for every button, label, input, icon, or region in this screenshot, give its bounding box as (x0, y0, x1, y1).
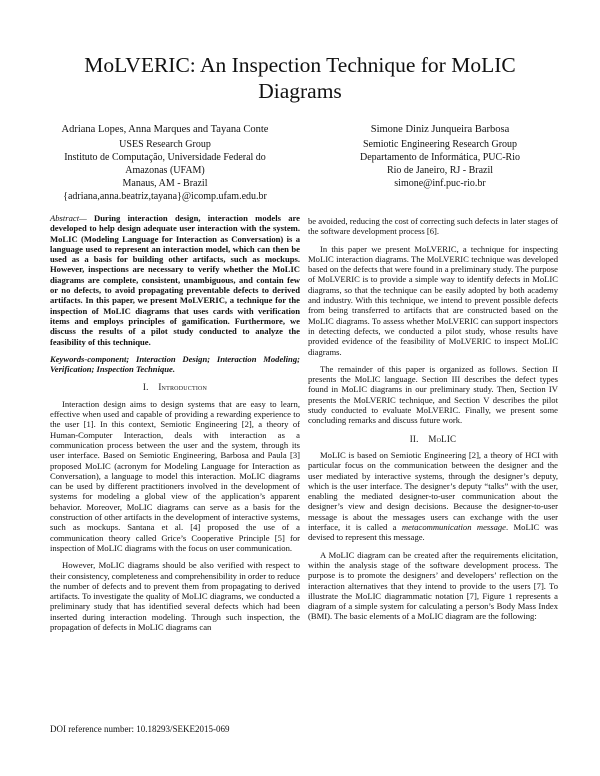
paper-title (0, 52, 600, 104)
molic-paragraph-1 (308, 450, 558, 543)
author-institution-line2: Amazonas (UFAM) (125, 165, 205, 176)
molic-paragraph-1-emphasis: metacommunication message (401, 522, 506, 533)
right-column (308, 216, 558, 622)
title-line-2: Diagrams (258, 79, 342, 103)
title-line-1: MoLVERIC: An Inspection Technique for MoLIC (84, 53, 516, 77)
author-institution-line1: Instituto de Computação, Universidade Federal do (64, 152, 266, 163)
author-city: Rio de Janeiro, RJ - Brazil (386, 165, 494, 176)
section-1-heading (50, 382, 300, 392)
left-column (50, 213, 300, 632)
intro-paragraph-4: The remainder of this paper is organized as follows. Section II presents the MoLIC language. Section III describes the defect types found in MoLIC diagrams in our preliminary study. Then, Section IV presents the MoLVERIC technique, and Section V describes the pilot study conducted to evaluate MoLVERIC. Finally, we present some concluding remarks and discuss future work. (308, 363, 558, 426)
author-institution: Departamento de Informática, PUC-Rio (360, 152, 520, 163)
abstract-text: During interaction design, interaction models are developed to help design adequate user interaction with the system. MoLIC (Modeling Language for Interaction as Conversation) is a language used to represent an interaction model, which can then be used as a basis for building other artifacts, such as mockups. However, inspections are necessary to verify whether the MoLIC diagrams are complete, consistent, unambiguous, and contain few or no defects, to avoid propagating preventable defects to derived artifacts. In this paper, we present MoLVERIC, a technique for the inspection of MoLIC diagrams that uses cards with verification items and employs principles of gamification. Furthermore, we discuss the results of a pilot study conducted to analyze the feasibility of this technique. (50, 213, 300, 347)
author-block-2 (305, 123, 575, 190)
section-1-title: Introduction (158, 382, 208, 393)
molic-paragraph-1-text-b: . MoLIC was devised to represent this message. (308, 522, 559, 543)
intro-paragraph-2-continued: be avoided, reducing the cost of correcting such defects in later stages of the software development process [6]. (308, 216, 558, 237)
author-email: simone@inf.puc-rio.br (394, 178, 486, 189)
intro-paragraph-2: However, MoLIC diagrams should be also verified with respect to their consistency, completeness and comprehensibility in order to reduce the number of defects and to prevent them from propagating to derived artifacts. To investigate the quality of MoLIC diagrams, we conducted a preliminary study that has identified several defects which had been inserted during interaction modeling. Through such inspection, the propagation of defects in MoLIC diagrams can (50, 560, 300, 632)
intro-paragraph-3: In this paper we present MoLVERIC, a technique for inspecting MoLIC interaction diagrams. The MoLVERIC technique was developed based on the defects that were found in a preliminary study. The purpose of MoLVERIC is to provide a simple way to identify defects in MoLIC diagrams, so that the technique can be easily adopted by both academy and industry. With this technique, we intend to prevent possible defects from being transferred to artifacts that are constructed based on the MoLIC diagrams. To assess whether MoLVERIC can support inspectors in detecting defects, we conducted a pilot study, whose results have provided evidence of the feasibility of MoLVERIC to inspect MoLIC diagrams. (308, 243, 558, 357)
abstract-label: Abstract— (50, 213, 87, 223)
intro-paragraph-1: Interaction design aims to design systems that are easy to learn, effective when used and capable of providing a rewarding experience to the user [1]. In this context, Semiotic Engineering [2], a theory of Human-Computer Interaction, deals with interaction as a communication process between the user and the system, through its user interface. Based on Semiotic Engineering, Barbosa and Paula [3] proposed MoLIC (acronym for Modeling Language for Interaction as Conversation), a language to model this interaction. MoLIC diagrams can be used by different practitioners involved in the development of systems for modeling a global view of the application’s apparent behavior. Moreover, MoLIC diagrams can serve as a basis for the construction of other artifacts in the development of interactive systems, such as mockups. Santana et al. [4] proposed the use of a communication theory called Grice’s Cooperative Principle [5] for inspection of MoLIC diagrams with the focus on user communication. (50, 398, 300, 553)
author-email: {adriana,anna.beatriz,tayana}@icomp.ufam.edu.br (63, 191, 267, 202)
author-group: USES Research Group (119, 139, 211, 150)
section-2-number: II. (409, 433, 419, 444)
section-2-heading (308, 434, 558, 444)
author-city: Manaus, AM - Brazil (122, 178, 208, 189)
keywords: Keywords-component; Interaction Design; Interaction Modeling; Verification; Inspection Technique. (50, 353, 300, 375)
doi-reference: DOI reference number: 10.18293/SEKE2015-069 (50, 724, 230, 734)
section-2-title: MoLIC (428, 433, 457, 444)
author-names: Simone Diniz Junqueira Barbosa (370, 124, 510, 135)
author-names: Adriana Lopes, Anna Marques and Tayana Conte (61, 124, 269, 135)
author-block-1 (30, 123, 300, 203)
abstract (50, 213, 300, 347)
section-1-number: I. (142, 382, 149, 393)
molic-paragraph-1-text-a: MoLIC is based on Semiotic Engineering [2], a theory of HCI with particular focus on the communication between the designer and the user mediated by interactive systems, through the designer’s deputy, which is the user interface. The designer’s deputy “talks” with the user, enabling the mediated designer-to-user communication about the designer’s view and design decisions. Because the designer-to-user message is about the messages users can exchange with the user interface, it is called a (308, 449, 558, 533)
molic-paragraph-2: A MoLIC diagram can be created after the requirements elicitation, within the analysis stage of the software development process. The purpose is to promote the designers’ and developers’ reflection on the interaction alternatives that they intend to provide to the users [7]. To illustrate the MoLIC diagrammatic notation [7], Figure 1 represents a diagram of a simple system for calculating a person’s Body Mass Index (BMI). The basic elements of a MoLIC diagram are the following: (308, 549, 558, 622)
author-group: Semiotic Engineering Research Group (362, 139, 518, 150)
